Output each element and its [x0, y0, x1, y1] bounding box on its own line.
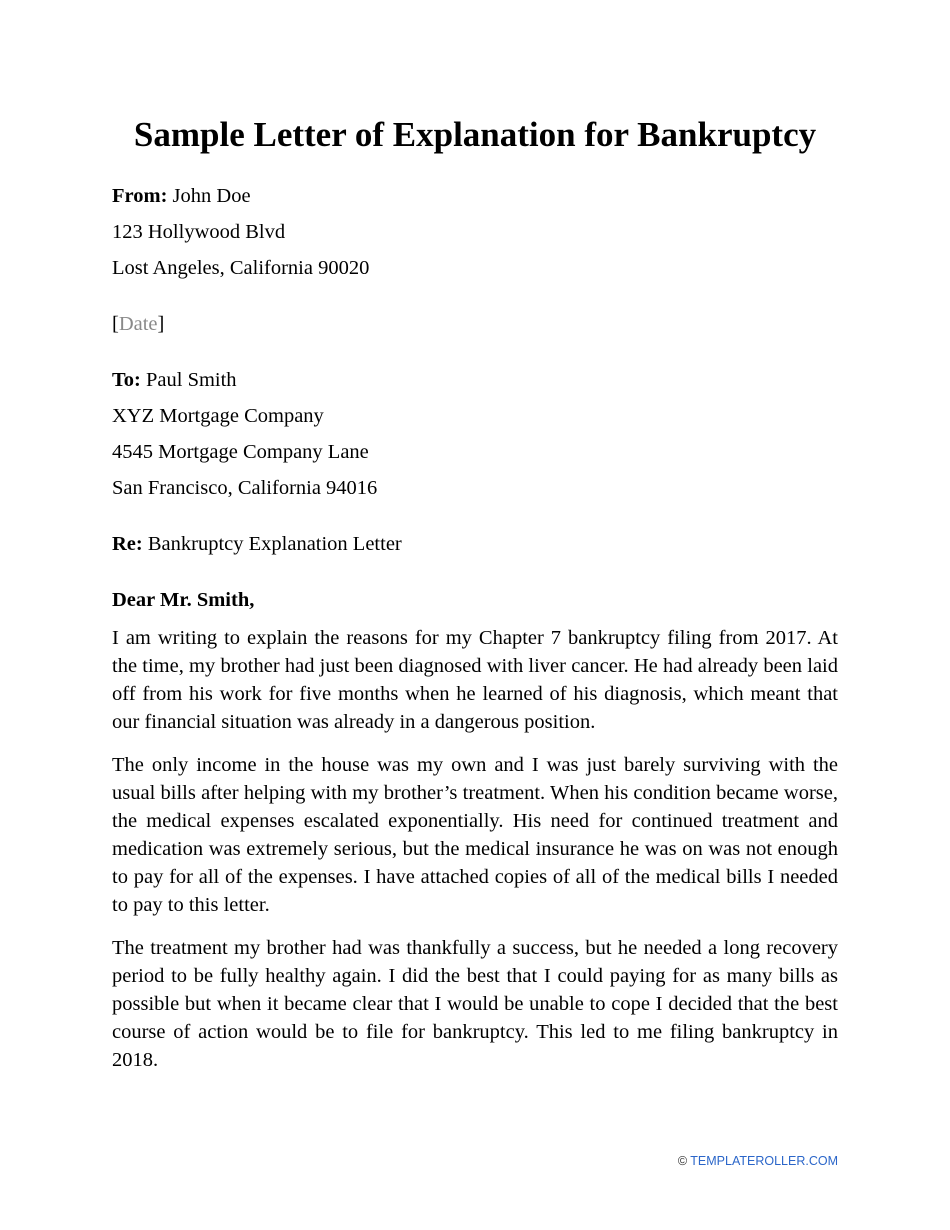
copyright-symbol: ©: [677, 1154, 688, 1168]
subject-line: [112, 526, 838, 562]
recipient-block: [112, 362, 838, 506]
to-label: To:: [112, 369, 141, 391]
page-title: Sample Letter of Explanation for Bankruptcy: [133, 115, 817, 154]
templateroller-link[interactable]: TEMPLATEROLLER.COM: [690, 1154, 838, 1168]
date-field[interactable]: [112, 306, 838, 342]
body-paragraph-3: The treatment my brother had was thankfully a success, but he needed a long recovery period to be fully healthy again. I did the best that I could paying for as many bills as possible but when it became clear that I would be unable to cope I decided that the best course of action would be to file for bankruptcy. This led to me filing bankruptcy in 2018.: [112, 937, 838, 1071]
salutation: Dear Mr. Smith,: [112, 589, 255, 611]
sender-name-line: [112, 178, 838, 214]
recipient-name: Paul Smith: [146, 369, 237, 391]
letter-page: [112, 112, 838, 1089]
body-paragraph-2: The only income in the house was my own and I was just barely surviving with the usual bills after helping with my brother’s treatment. When his condition became worse, the medical expenses escalated exponentially. His need for continued treatment and medication was extremely serious, but the medical insurance he was on was not enough to pay for all of the expenses. I have attached copies of all of the medical bills I needed to pay to this letter.: [112, 754, 838, 916]
recipient-address-line-2: San Francisco, California 94016: [112, 477, 378, 499]
date-placeholder: Date: [118, 313, 158, 335]
sender-address-line-2: Lost Angeles, California 90020: [112, 257, 370, 279]
recipient-name-line: [112, 362, 838, 398]
sender-name: John Doe: [172, 185, 251, 207]
from-label: From:: [112, 185, 168, 207]
recipient-address-line-1: 4545 Mortgage Company Lane: [112, 441, 369, 463]
footer: [678, 1154, 838, 1168]
sender-block: [112, 178, 838, 286]
date-open-bracket: [: [112, 313, 119, 335]
recipient-company: XYZ Mortgage Company: [112, 405, 324, 427]
subject-text: Bankruptcy Explanation Letter: [147, 533, 402, 555]
sender-address-line-1: 123 Hollywood Blvd: [112, 221, 286, 243]
re-label: Re:: [112, 533, 143, 555]
date-close-bracket: ]: [157, 313, 165, 335]
body-paragraph-1: I am writing to explain the reasons for my Chapter 7 bankruptcy filing from 2017. At the time, my brother had just been diagnosed with liver cancer. He had already been laid off from his work for five months when he learned of his diagnosis, which meant that our financial situation was already in a dangerous position.: [112, 627, 838, 733]
